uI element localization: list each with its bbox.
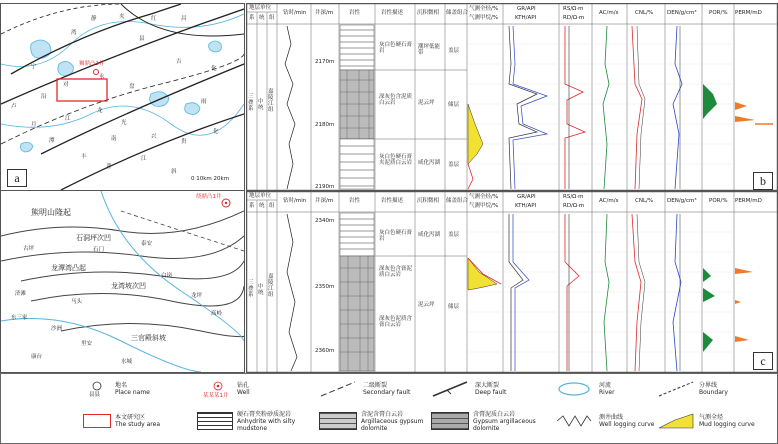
env-text: 泥云坪 <box>418 100 435 106</box>
strat-system: 三叠系 <box>248 94 254 112</box>
hdr-drill: 钻时/min <box>283 10 307 16</box>
strat-system: 三叠系 <box>248 280 254 298</box>
depth-label: 2180m <box>315 122 335 128</box>
town-label: 东三家 <box>11 315 28 321</box>
desc-text: 灰白色硬石膏岩 <box>379 230 413 242</box>
town-label: 里安 <box>81 341 93 347</box>
well-log-panel-b <box>246 3 778 191</box>
depth-label: 2350m <box>315 284 335 290</box>
legend-label: 含泥含膏白云岩 Argillaceous gypsum dolomite <box>361 411 424 432</box>
hdr-perm: PERM/mD <box>735 10 762 16</box>
place-label: 红 <box>151 16 157 22</box>
town-label: 白岗 <box>161 273 173 279</box>
town-label: 康台 <box>31 354 43 360</box>
depth-label: 2340m <box>315 218 335 224</box>
hdr-reservoir: 储盖组合 <box>446 198 469 204</box>
place-label: 光 <box>121 120 127 126</box>
hdr-desc: 岩性描述 <box>381 198 404 204</box>
hdr-series: 统 <box>259 203 265 209</box>
dolomite-symbol-1 <box>319 412 357 430</box>
place-label: 江 <box>65 116 71 122</box>
reservoir-text: 储层 <box>448 102 460 108</box>
hdr-group: 组 <box>269 15 275 21</box>
hdr-kth: KTH/API <box>515 203 537 209</box>
desc-text: 深灰色泥质含膏白云岩 <box>379 316 413 328</box>
place-label: 吉 <box>176 59 182 65</box>
place-label: 斜 <box>171 169 177 175</box>
strat-group: 嘉陵江组 <box>268 274 274 298</box>
reservoir-text: 盖层 <box>448 48 460 54</box>
hdr-lith: 岩性 <box>349 10 361 16</box>
hdr-depth: 井深/m <box>315 198 334 204</box>
dolomite-symbol-2 <box>431 412 469 430</box>
place-label: 昌 <box>181 16 187 22</box>
structure-label: 石洞坪次凹 <box>76 234 111 242</box>
desc-text: 灰白色硬石膏岩 <box>379 42 413 54</box>
town-glyph: 县县 <box>89 392 101 398</box>
hdr-rs: RS/Ω·m <box>563 194 584 200</box>
place-label: 潭 <box>49 138 55 144</box>
place-label: 兴 <box>151 134 157 140</box>
hdr-env: 沉积微相 <box>417 198 440 204</box>
hdr-system: 系 <box>249 15 255 21</box>
town-label: 古坪 <box>23 246 35 252</box>
secondary-fault-symbol <box>319 380 357 398</box>
hdr-strat: 地层单位 <box>249 193 272 199</box>
legend-label: 分界线 Boundary <box>699 382 728 396</box>
env-text: 咸化泻湖 <box>418 160 441 166</box>
hdr-series: 统 <box>259 15 265 21</box>
hdr-gr: GR/API <box>517 194 536 200</box>
town-label: 泰安 <box>141 241 153 247</box>
well-label: 狮鼎凸1井 <box>79 61 105 67</box>
well-marker <box>94 70 99 75</box>
place-label: 化 <box>213 129 219 135</box>
place-label: 龙 <box>97 108 103 114</box>
depth-label: 2360m <box>315 348 335 354</box>
hdr-depth: 井深/m <box>315 10 334 16</box>
hdr-ac: AC/m/s <box>599 10 619 16</box>
town-label: 高岭 <box>211 311 223 317</box>
hdr-reservoir: 储盖组合 <box>446 10 469 16</box>
well-log-b <box>247 4 777 190</box>
structure-label: 龙湾坡次凹 <box>111 282 146 290</box>
legend-label: 含膏泥质白云岩 Gypsum argillaceous dolomite <box>473 411 536 432</box>
place-label: 沿 <box>41 94 47 100</box>
hdr-lith: 岩性 <box>349 198 361 204</box>
env-text: 咸化泻湖 <box>418 232 441 238</box>
desc-text: 深灰色含泥质白云岩 <box>379 94 413 106</box>
place-label: 夹 <box>119 14 125 20</box>
env-text: 泥云坪 <box>418 302 435 308</box>
regional-map <box>1 4 244 190</box>
map-panel-a <box>0 3 245 191</box>
legend-label: 硬石膏夹粉砂质泥岩 Anhydrite with silty mudstone <box>237 411 296 432</box>
hdr-gas-total: 气测全烃/% <box>469 6 499 12</box>
place-label: 盘 <box>129 84 135 90</box>
place-label: 雨 <box>201 99 207 105</box>
well-label: 绕鼎凸1井 <box>196 194 222 200</box>
town-symbol <box>83 378 111 402</box>
hdr-cnl: CNL/% <box>635 10 654 16</box>
well-glyph: 某某某1井 <box>203 393 229 399</box>
place-label: 月 <box>31 122 37 128</box>
reservoir-text: 盖层 <box>448 232 460 238</box>
place-label: 卢 <box>11 104 17 110</box>
well-log-panel-c <box>246 191 778 373</box>
place-label: 永 <box>99 74 105 80</box>
town-label: 沙洲 <box>51 326 63 332</box>
deep-fault-symbol <box>431 380 469 398</box>
legend-label: 本文研究区 The study area <box>115 414 160 428</box>
hdr-cnl: CNL/% <box>635 198 654 204</box>
legend-label: 二级断裂 Secondary fault <box>363 382 411 396</box>
anhydrite-symbol <box>197 412 233 430</box>
place-label: 南 <box>111 136 117 142</box>
env-text: 潮坪低能带 <box>418 44 441 56</box>
place-label: 湾 <box>71 30 77 36</box>
place-label: 化 <box>211 66 217 72</box>
hdr-env: 沉积微相 <box>417 10 440 16</box>
scale-bar: 0 10km 20km <box>191 176 230 182</box>
panel-label-b: b <box>753 172 773 190</box>
hdr-group: 组 <box>269 203 275 209</box>
mud-curve-symbol <box>657 412 695 430</box>
legend-label: 测井曲线 Well logging curve <box>599 414 655 428</box>
place-label: 对 <box>63 82 69 88</box>
structure-title: 熊明山隆起 <box>31 208 71 217</box>
town-label: 石门 <box>93 247 105 253</box>
desc-text: 深灰色含膏泥质白云岩 <box>379 266 413 278</box>
desc-text: 灰白色硬石膏夹泥质白云岩 <box>379 154 413 166</box>
river-symbol <box>555 380 593 398</box>
legend-label: 深大断裂 Deep fault <box>475 382 507 396</box>
strat-series: 中统 <box>258 284 264 296</box>
hdr-den: DEN/g/cm³ <box>667 10 697 16</box>
hdr-por: POR/% <box>709 10 728 16</box>
panel-label-a: a <box>7 169 27 187</box>
well-curve-symbol <box>555 412 593 430</box>
strat-series: 中统 <box>258 99 264 111</box>
hdr-ac: AC/m/s <box>599 198 619 204</box>
hdr-gas-total: 气测全烃/% <box>469 194 499 200</box>
hdr-rd: RD/Ω·m <box>563 15 585 21</box>
structure-label: 龙潭湾凸起 <box>51 264 86 272</box>
map-panel-structure <box>0 190 245 373</box>
hdr-drill: 钻时/min <box>283 198 307 204</box>
structure-label: 三官殿斜坡 <box>131 334 166 342</box>
hdr-system: 系 <box>249 203 255 209</box>
legend-label: 气测全烃 Mud logging curve <box>699 414 755 428</box>
depth-label: 2190m <box>315 184 335 190</box>
reservoir-text: 盖层 <box>448 162 460 168</box>
legend-label: 地名 Place name <box>115 382 150 396</box>
hdr-rs: RS/Ω·m <box>563 6 584 12</box>
strat-group: 嘉陵江组 <box>268 89 274 113</box>
well-symbol <box>203 378 233 402</box>
hdr-perm: PERM/mD <box>735 198 762 204</box>
legend-label: 河流 River <box>599 382 615 396</box>
hdr-den: DEN/g/cm³ <box>667 198 697 204</box>
depth-label: 2170m <box>315 59 335 65</box>
hdr-gas-methane: 气测甲烷/% <box>469 203 499 209</box>
hdr-gr: GR/API <box>517 6 536 12</box>
place-label: 江 <box>141 156 147 162</box>
study-area-symbol <box>83 414 111 428</box>
hdr-desc: 岩性描述 <box>381 10 404 16</box>
place-label: 普 <box>106 164 112 170</box>
place-label: 静 <box>91 16 97 22</box>
town-label: 浒滩 <box>15 291 27 297</box>
hdr-kth: KTH/API <box>515 15 537 21</box>
boundary-symbol <box>657 380 695 398</box>
place-label: 丰 <box>81 154 87 160</box>
panel-label-c: c <box>753 352 773 370</box>
hdr-por: POR/% <box>709 198 728 204</box>
hdr-rd: RD/Ω·m <box>563 203 585 209</box>
town-label: 水城 <box>121 359 133 365</box>
place-label: 县 <box>139 36 145 42</box>
legend-label: 钻孔 Well <box>237 382 250 396</box>
hdr-strat: 地层单位 <box>249 5 272 11</box>
place-label: 宁 <box>31 64 37 70</box>
reservoir-text: 储层 <box>448 304 460 310</box>
town-label: 龙坪 <box>191 293 203 299</box>
hdr-gas-methane: 气测甲烷/% <box>469 15 499 21</box>
legend <box>0 373 778 444</box>
place-label: 贵 <box>181 139 187 145</box>
town-label: 马头 <box>71 299 83 305</box>
